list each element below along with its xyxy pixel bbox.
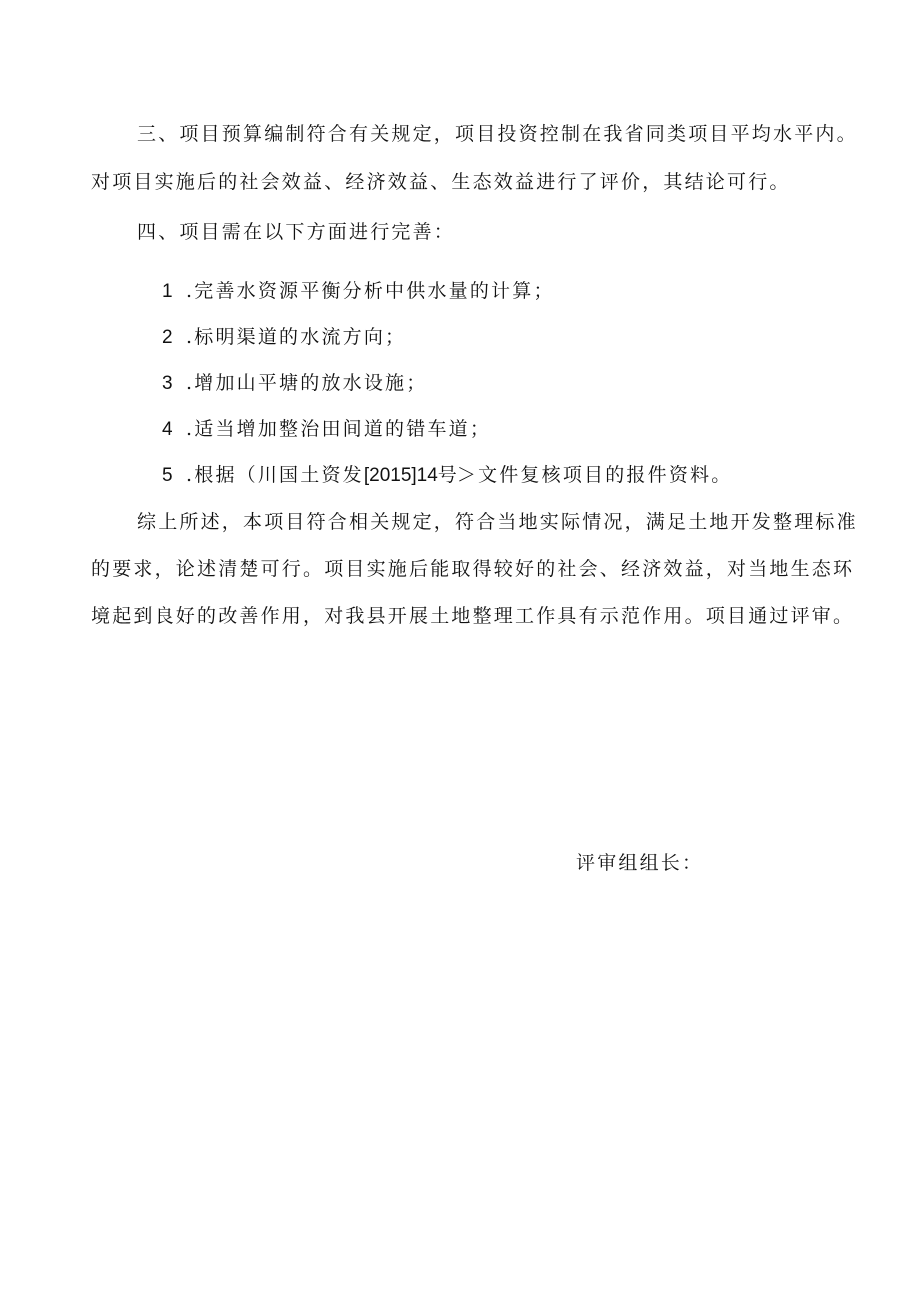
list-item-text: .增加山平塘的放水设施； (186, 372, 428, 394)
list-item (162, 463, 732, 488)
list-item-text-before: .根据（川国土资发 (186, 464, 364, 486)
document-reference: [2015]14号 (363, 465, 457, 486)
signature-label: 评审组组长： (576, 852, 704, 874)
list-item (162, 279, 555, 304)
list-item-text: .适当增加整治田间道的错车道； (186, 418, 492, 440)
summary-line-3: 境起到良好的改善作用，对我县开展土地整理工作具有示范作用。项目通过评审。 (91, 605, 855, 627)
summary-line-2: 的要求，论述清楚可行。项目实施后能取得较好的社会、经济效益，对当地生态环 (91, 558, 855, 580)
list-item-text: .完善水资源平衡分析中供水量的计算； (186, 280, 555, 302)
list-item-text: .标明渠道的水流方向； (186, 326, 407, 348)
list-item-number: 4 (162, 419, 173, 440)
list-item-number: 5 (162, 465, 173, 486)
list-item-number: 2 (162, 327, 173, 348)
list-item (162, 325, 406, 350)
list-item-number: 3 (162, 373, 173, 394)
summary-line-1: 综上所述，本项目符合相关规定，符合当地实际情况，满足土地开发整理标准 (137, 511, 858, 533)
list-item (162, 417, 491, 442)
list-item-text-after: ＞文件复核项目的报件资料。 (456, 464, 733, 486)
paragraph-4-heading: 四、项目需在以下方面进行完善： (137, 221, 456, 243)
paragraph-3-line-1: 三、项目预算编制符合有关规定，项目投资控制在我省同类项目平均水平内。 (137, 123, 858, 145)
paragraph-3-line-2: 对项目实施后的社会效益、经济效益、生态效益进行了评价，其结论可行。 (91, 171, 791, 193)
list-item-number: 1 (162, 281, 173, 302)
list-item (162, 371, 427, 396)
